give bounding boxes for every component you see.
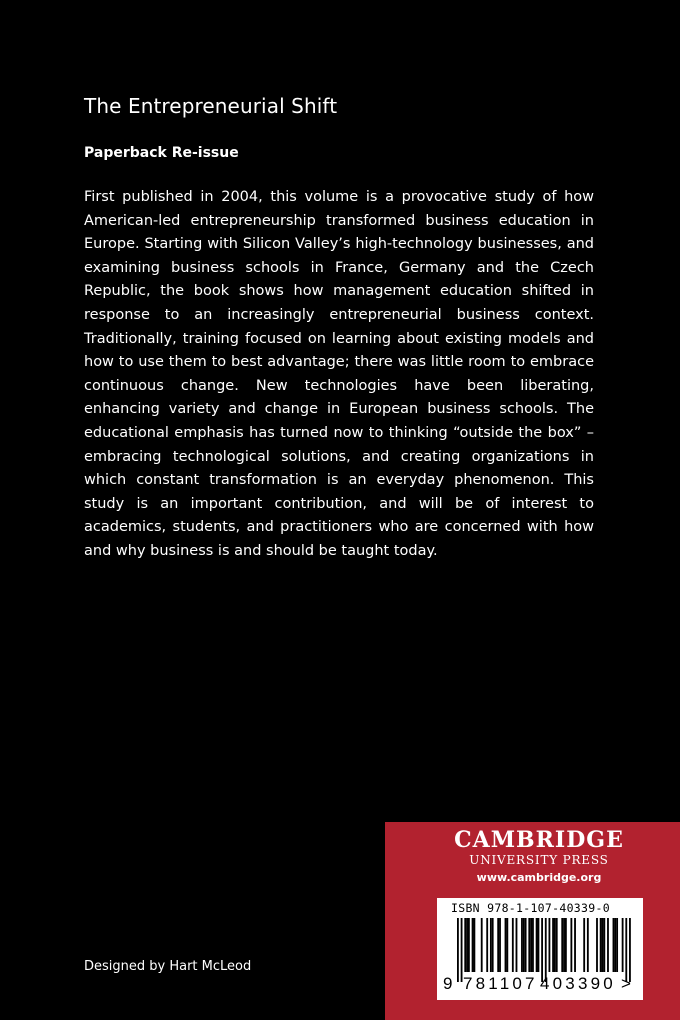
barcode-bar <box>561 918 563 972</box>
barcode-bar <box>538 918 540 972</box>
book-title: The Entrepreneurial Shift <box>84 94 338 118</box>
barcode-bar <box>583 918 585 972</box>
publisher-block <box>385 822 680 1020</box>
barcode-bar <box>552 918 554 972</box>
barcode-bar <box>481 918 483 972</box>
barcode-bar <box>602 918 604 972</box>
barcode-bar <box>574 918 576 972</box>
edition-label: Paperback Re-issue <box>84 145 239 161</box>
barcode-quiet-mark: > <box>621 974 631 993</box>
barcode-bar <box>603 918 605 972</box>
barcode-bar <box>516 918 518 972</box>
barcode-bar <box>464 918 466 972</box>
publisher-url: www.cambridge.org <box>476 871 602 884</box>
barcode-right-group: 403390 <box>540 974 616 993</box>
barcode-bar <box>614 918 616 972</box>
barcode-bar <box>607 918 609 972</box>
barcode-bar <box>565 918 567 972</box>
barcode-bar <box>521 918 523 972</box>
barcode-bar <box>490 918 492 972</box>
barcode-bar <box>613 918 615 972</box>
isbn-label: ISBN 978-1-107-40339-0 <box>451 901 610 915</box>
barcode-bar <box>587 918 589 972</box>
barcode-lead-digit: 9 <box>443 974 453 993</box>
barcode-bar <box>499 918 501 972</box>
barcode-bar <box>525 918 527 972</box>
barcode-bar <box>616 918 618 972</box>
barcode-digits <box>437 972 643 996</box>
barcode-bar <box>506 918 508 972</box>
barcode-bar <box>497 918 499 972</box>
barcode-bar <box>570 918 572 972</box>
barcode-bar <box>505 918 507 972</box>
designer-credit: Designed by Hart McLeod <box>84 959 252 974</box>
barcode-bar <box>473 918 475 972</box>
barcode-bar <box>549 918 551 972</box>
barcode-bar <box>512 918 514 972</box>
barcode-bar <box>466 918 468 972</box>
barcode-bar <box>492 918 494 972</box>
barcode-left-group: 781107 <box>463 974 538 993</box>
barcode-bar <box>472 918 474 972</box>
barcode-bar <box>554 918 556 972</box>
publisher-name: CAMBRIDGE <box>454 827 624 853</box>
barcode-panel <box>437 898 643 1000</box>
barcode-bar <box>622 918 624 972</box>
barcode-bar <box>532 918 534 972</box>
barcode-bar <box>486 918 488 972</box>
barcode-bar <box>530 918 532 972</box>
book-description: First published in 2004, this volume is a provocative study of how American-led entrepreneurship transformed business education in Europe. Starting with Silicon Valley’s high-technology businesses, and examining business schools in France, Germany and the Czech Republic, the book shows how management education shifted in response to an increasingly entrepreneurial business context. Traditionally, training focused on learning about existing models and how to use them to best advantage; there was little room to embrace continuous change. New technologies have been liberating, enhancing variety and change in European business schools. The educational emphasis has turned now to thinking “outside the box” – embracing technological solutions, and creating organizations in which constant transformation is an everyday phenomenon. This study is an important contribution, and will be of interest to academics, students, and practitioners who are concerned with how and why business is and should be taught today. <box>84 189 594 559</box>
barcode-bar <box>563 918 565 972</box>
barcode-bar <box>596 918 598 972</box>
barcode-bar <box>556 918 558 972</box>
barcode-bar <box>528 918 530 972</box>
barcode-bar <box>536 918 538 972</box>
barcode-bar <box>600 918 602 972</box>
barcode-bar <box>468 918 470 972</box>
barcode-bar <box>523 918 525 972</box>
publisher-subtitle: UNIVERSITY PRESS <box>469 853 609 867</box>
